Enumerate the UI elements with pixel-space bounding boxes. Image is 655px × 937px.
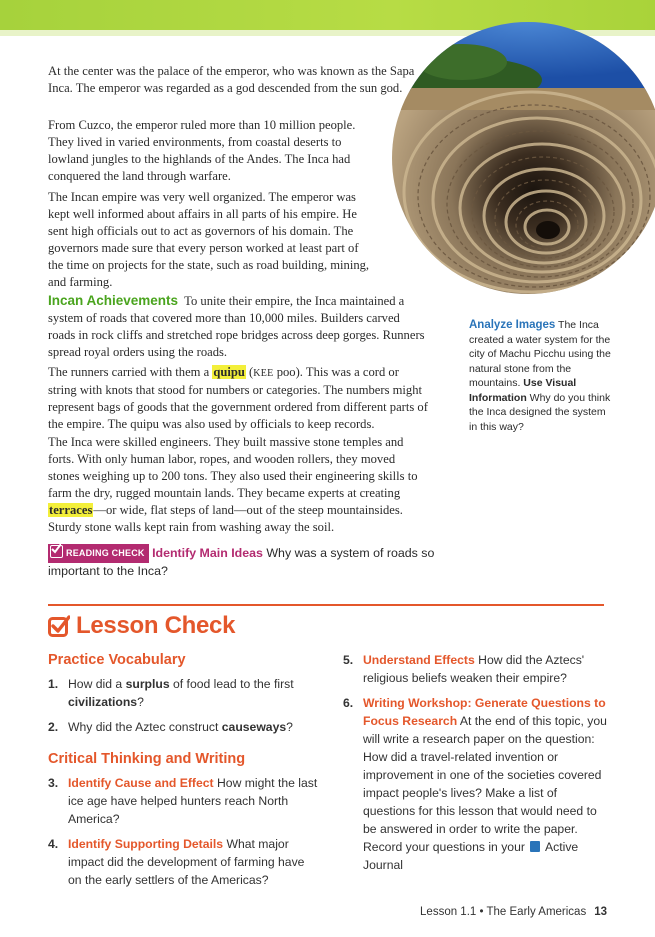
- paragraph-sapa-inca: At the center was the palace of the emperor, who was known as the Sapa Inca. The emperor was regarded as a god descended from the sun god.: [48, 64, 415, 95]
- paragraph-incan-achievements: [48, 292, 428, 361]
- active-journal-icon: [530, 841, 540, 852]
- checkbox-check-icon: [50, 545, 63, 558]
- critical-thinking-heading: Critical Thinking and Writing: [48, 751, 246, 767]
- question-6: 6. Writing Workshop: Generate Questions to Focus Research At the end of this topic, you will write a research paper on the question: How did a travel-related invention or improvement in one of the societies covered impact people's lives? Make a list of questions for this lesson that would need to be answered in order to write the paper. Record your questions in your Active Journal: [343, 696, 607, 872]
- pronunciation: KEE: [253, 368, 274, 379]
- lesson-check-right-column: [343, 651, 607, 881]
- lesson-check-icon: [48, 615, 70, 637]
- lesson-check-left-column: [48, 651, 318, 896]
- lesson-check-title: Lesson Check: [76, 612, 236, 639]
- question-2: 2. Why did the Aztec construct causeways?: [48, 720, 293, 734]
- question-3: 3. Identify Cause and Effect How might the last ice age have helped hunters reach North America?: [48, 776, 318, 826]
- reading-check-badge: READING CHECK: [48, 544, 149, 563]
- question-1: 1. How did a surplus of food lead to the first civilizations?: [48, 677, 294, 709]
- question-4: 4. Identify Supporting Details What major impact did the development of farming have on the early settlers of the Americas?: [48, 837, 305, 887]
- incan-achievements-heading: Incan Achievements: [48, 293, 179, 308]
- page-number: 13: [594, 906, 607, 918]
- paragraph-organization: The Incan empire was very well organized. The emperor was kept well informed about affairs in all parts of his empire. He sent high officials out to act as governors of his domain. The governors made sure that every person worked at least part of the time on projects for the state, such as road building, mining, and farming.: [48, 190, 370, 289]
- paragraph-engineers: The Inca were skilled engineers. They built massive stone temples and forts. With only human labor, ropes, and wooden rollers, they moved stones weighing up to 200 tons. They also used their engineering skills to farm the dry, rugged mountain lands. They became experts at creating terraces—or wide, flat steps of land—out of the steep mountainsides. Sturdy stone walls kept rain from washing away the soil.: [48, 435, 418, 534]
- reading-check-title: Identify Main Ideas: [152, 546, 263, 560]
- use-visual-information: Use Visual Information: [469, 377, 577, 404]
- spiral-well-photo: [392, 22, 655, 294]
- incan-achievements-text: To unite their empire, the Inca maintained a system of roads that covered more than 10,000 miles. Builders carved roads in rock cliffs and stretched rope bridges across deep gorges. Runners spread royal orders using the roads.: [48, 294, 425, 359]
- section-divider: [48, 604, 604, 606]
- question-5: 5. Understand Effects How did the Aztecs' religious beliefs weaken their empire?: [343, 653, 585, 685]
- analyze-images-heading: Analyze Images: [469, 319, 556, 331]
- page-footer: [420, 906, 607, 918]
- spiral-well-illustration: [392, 22, 655, 294]
- reading-check: [48, 544, 448, 580]
- vocab-term-terraces: terraces: [49, 503, 93, 517]
- paragraph-cuzco: From Cuzco, the emperor ruled more than 10 million people. They lived in varied environments, from coastal deserts to lowland jungles to the highlands of the Andes. The Inca had conquered the land through warfare.: [48, 118, 356, 183]
- footer-lesson: Lesson 1.1 • The Early Americas: [420, 906, 587, 918]
- vocab-term-quipu: quipu: [213, 365, 245, 379]
- reading-check-question: Why was a system of roads so important to the Inca?: [48, 546, 435, 578]
- image-caption: Analyze Images The Inca created a water system for the city of Machu Picchu using the natural stone from the mountains. Use Visual Information Why do you think the Inca designed the system in this way?: [469, 319, 611, 433]
- practice-vocabulary-heading: Practice Vocabulary: [48, 652, 186, 668]
- paragraph-quipu: The runners carried with them a quipu (KEE poo). This was a cord or string with knots that stood for numbers or categories. The numbers might represent bags of goods that the government ordered from different parts of the empire. The quipu was also used by officials to keep records.: [48, 365, 428, 431]
- active-journal-link[interactable]: Active Journal: [363, 840, 579, 872]
